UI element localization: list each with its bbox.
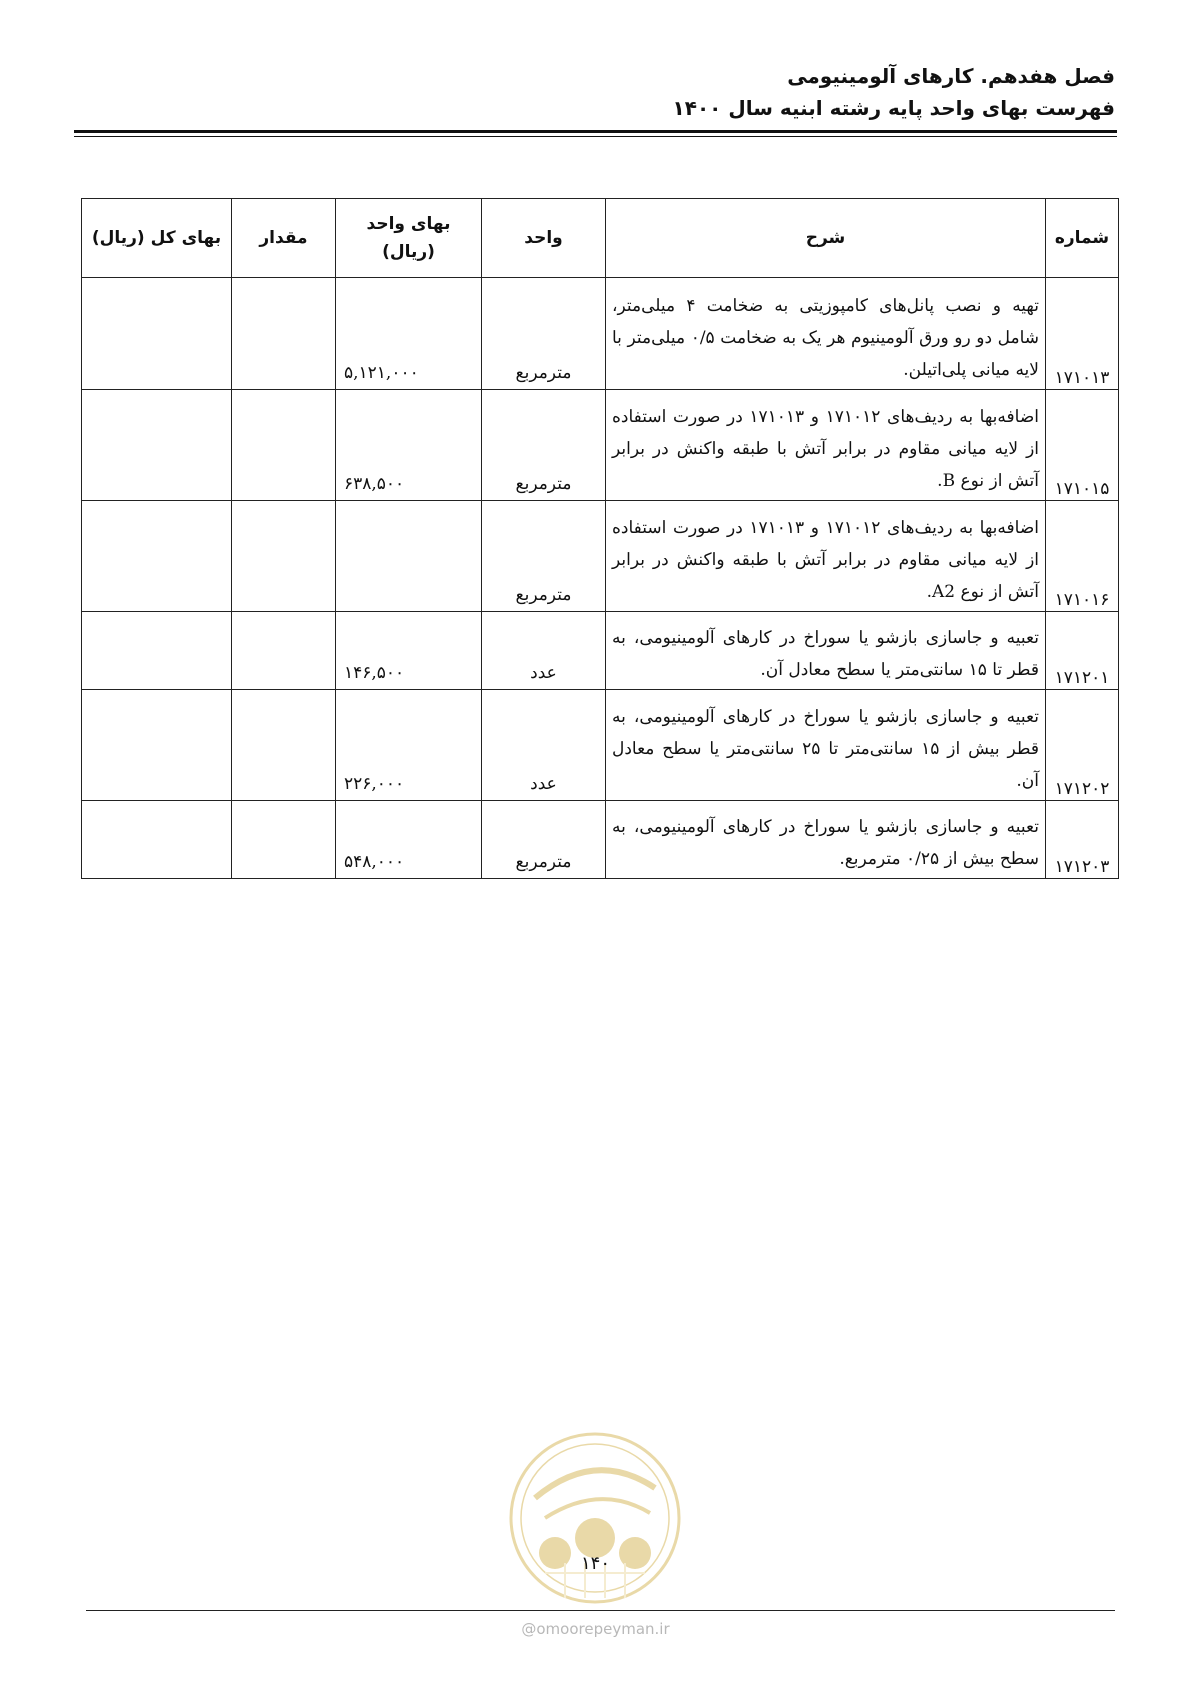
table-header-row <box>82 199 1119 278</box>
row-unit-price: ۵,۱۲۱,۰۰۰ <box>336 278 482 390</box>
row-unit: عدد <box>482 612 606 690</box>
header-rule-thin <box>74 136 1117 137</box>
chapter-title: فصل هفدهم. کارهای آلومینیومی <box>787 64 1115 88</box>
table-row <box>82 501 1119 612</box>
page-header <box>76 60 1115 124</box>
row-code: ۱۷۱۲۰۳ <box>1046 801 1119 879</box>
row-description: تعبیه و جاسازی بازشو یا سوراخ در کارهای آلومینیومی، به سطح بیش از ۰/۲۵ مترمربع. <box>606 801 1046 879</box>
row-description: تعبیه و جاسازی بازشو یا سوراخ در کارهای آلومینیومی، به قطر تا ۱۵ سانتی‌متر یا سطح معادل آن. <box>606 612 1046 690</box>
row-quantity <box>232 501 336 612</box>
row-unit-price: ۶۳۸,۵۰۰ <box>336 390 482 501</box>
row-quantity <box>232 390 336 501</box>
row-description: اضافه‌بها به ردیف‌های ۱۷۱۰۱۲ و ۱۷۱۰۱۳ در صورت استفاده از لایه میانی مقاوم در برابر آتش با طبقه واکنش در برابر آتش از نوع A2. <box>606 501 1046 612</box>
seal-logo-icon <box>505 1428 685 1608</box>
row-total <box>82 801 232 879</box>
footer-rule <box>86 1610 1115 1611</box>
col-header-unit-price-line1: بهای واحد <box>366 214 451 234</box>
col-header-code: شماره <box>1046 199 1119 278</box>
table-row <box>82 690 1119 801</box>
page-number: ۱۴۰ <box>580 1553 610 1574</box>
col-header-qty: مقدار <box>232 199 336 278</box>
row-description: اضافه‌بها به ردیف‌های ۱۷۱۰۱۲ و ۱۷۱۰۱۳ در صورت استفاده از لایه میانی مقاوم در برابر آتش با طبقه واکنش در برابر آتش از نوع B. <box>606 390 1046 501</box>
row-unit-price <box>336 501 482 612</box>
col-header-total: بهای کل (ریال) <box>82 199 232 278</box>
row-total <box>82 690 232 801</box>
col-header-unit: واحد <box>482 199 606 278</box>
table-row <box>82 801 1119 879</box>
row-description: تهیه و نصب پانل‌های کامپوزیتی به ضخامت ۴ میلی‌متر، شامل دو رو ورق آلومینیوم هر یک به ضخامت ۰/۵ میلی‌متر با لایه میانی پلی‌اتیلن. <box>606 278 1046 390</box>
row-code: ۱۷۱۲۰۲ <box>1046 690 1119 801</box>
table-row <box>82 612 1119 690</box>
row-unit-price: ۲۲۶,۰۰۰ <box>336 690 482 801</box>
col-header-desc: شرح <box>606 199 1046 278</box>
row-code: ۱۷۱۰۱۶ <box>1046 501 1119 612</box>
row-total <box>82 501 232 612</box>
row-unit-price: ۱۴۶,۵۰۰ <box>336 612 482 690</box>
row-unit: عدد <box>482 690 606 801</box>
row-quantity <box>232 612 336 690</box>
table-row <box>82 390 1119 501</box>
row-quantity <box>232 801 336 879</box>
price-table <box>81 198 1119 879</box>
row-unit: مترمربع <box>482 390 606 501</box>
row-quantity <box>232 278 336 390</box>
watermark-text: @omoorepeyman.ir <box>521 1620 670 1638</box>
header-rule-thick <box>74 130 1117 133</box>
row-unit: مترمربع <box>482 801 606 879</box>
row-unit-price: ۵۴۸,۰۰۰ <box>336 801 482 879</box>
document-subtitle: فهرست بهای واحد پایه رشته ابنیه سال ۱۴۰۰ <box>672 96 1115 120</box>
row-code: ۱۷۱۰۱۵ <box>1046 390 1119 501</box>
row-code: ۱۷۱۲۰۱ <box>1046 612 1119 690</box>
col-header-unit-price-line2: (ریال) <box>382 242 435 262</box>
row-total <box>82 612 232 690</box>
row-description: تعبیه و جاسازی بازشو یا سوراخ در کارهای آلومینیومی، به قطر بیش از ۱۵ سانتی‌متر تا ۲۵ سانتی‌متر یا سطح معادل آن. <box>606 690 1046 801</box>
row-total <box>82 278 232 390</box>
row-quantity <box>232 690 336 801</box>
row-total <box>82 390 232 501</box>
row-unit: مترمربع <box>482 501 606 612</box>
col-header-unit-price <box>336 199 482 278</box>
table-row <box>82 278 1119 390</box>
row-code: ۱۷۱۰۱۳ <box>1046 278 1119 390</box>
row-unit: مترمربع <box>482 278 606 390</box>
